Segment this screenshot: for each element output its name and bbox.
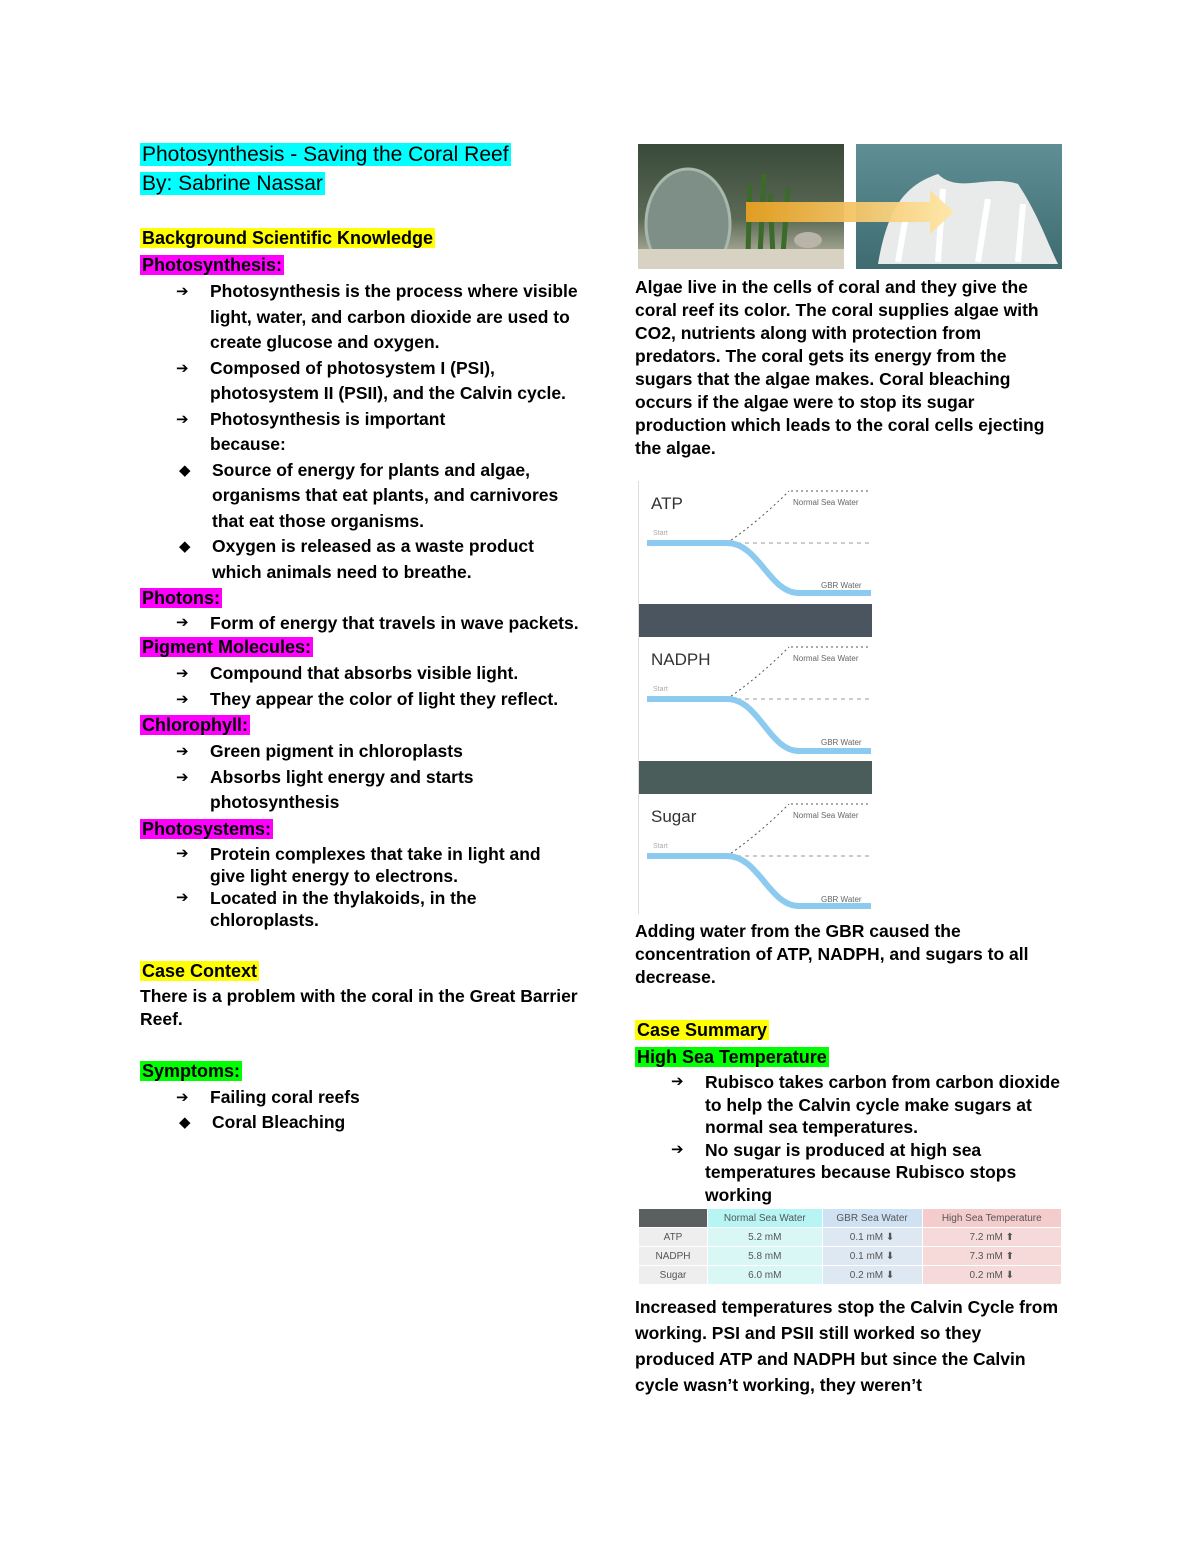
- table-row: [639, 1247, 1062, 1266]
- list-item: ➔ Compound that absorbs visible light.: [210, 661, 580, 687]
- table-row: [639, 1228, 1062, 1247]
- photosynthesis-list: [140, 279, 580, 458]
- sugar-title: Sugar: [651, 807, 697, 826]
- photosystems-label: Photosystems:: [142, 818, 272, 839]
- list-item: ◆ Source of energy for plants and algae, organisms that eat plants, and carnivores that eat those organisms.: [212, 458, 580, 535]
- list-item: ➔ Absorbs light energy and starts photosynthesis: [210, 765, 580, 816]
- nadph-title: NADPH: [651, 650, 711, 669]
- importance-sublist: [140, 458, 580, 586]
- final-paragraph: Increased temperatures stop the Calvin Cycle from working. PSI and PSII still worked so they produced ATP and NADPH but since the Calvin cycle wasn’t working, they weren’t: [635, 1297, 1059, 1395]
- symptoms-heading: Symptoms:: [142, 1060, 241, 1081]
- list-item: ➔ Failing coral reefs: [210, 1085, 580, 1111]
- table-corner: [639, 1209, 708, 1228]
- row-label: NADPH: [639, 1247, 708, 1266]
- normal-label: Normal Sea Water: [793, 498, 859, 507]
- coral-comparison-image: [638, 144, 1062, 269]
- table-cell: 0.1 mM ⬇: [822, 1247, 922, 1266]
- algae-paragraph: Algae live in the cells of coral and they give the coral reef its color. The coral supplies algae with CO2, nutrients along with protection from predators. The coral gets its energy from the sugars that the algae makes. Coral bleaching occurs if the algae were to stop its sugar production which leads to the coral cells ejecting the algae.: [635, 277, 1045, 458]
- photosynthesis-label: Photosynthesis:: [142, 255, 283, 275]
- data-table: [638, 1208, 1062, 1285]
- table-cell: 7.3 mM ⬆: [922, 1247, 1061, 1266]
- row-label: ATP: [639, 1228, 708, 1247]
- table-cell: 0.1 mM ⬇: [822, 1228, 922, 1247]
- list-item: ➔ Green pigment in chloroplasts: [210, 739, 580, 765]
- normal-label: Normal Sea Water: [793, 811, 859, 820]
- list-item: ➔ Photosynthesis is the process where visible light, water, and carbon dioxide are used to create glucose and oxygen.: [210, 279, 580, 356]
- list-item: ➔ No sugar is produced at high sea temperatures because Rubisco stops working: [705, 1139, 1065, 1207]
- row-label: Sugar: [639, 1266, 708, 1285]
- symptoms-list: [140, 1085, 580, 1111]
- chlorophyll-list: [140, 739, 580, 816]
- pigment-label: Pigment Molecules:: [142, 637, 312, 657]
- table-row: [639, 1266, 1062, 1285]
- list-item: ➔ Composed of photosystem I (PSI), photosystem II (PSII), and the Calvin cycle.: [210, 356, 580, 407]
- table-header-high: High Sea Temperature: [922, 1209, 1061, 1228]
- divider-band: [639, 761, 872, 794]
- author-line: By: Sabrine Nassar: [142, 172, 323, 195]
- final-section: [635, 1294, 1065, 1398]
- table-header-normal: Normal Sea Water: [708, 1209, 823, 1228]
- concentration-graphs: [638, 481, 872, 914]
- left-column: [140, 140, 580, 1136]
- high-sea-temp-heading: High Sea Temperature: [637, 1047, 827, 1067]
- table-cell: 0.2 mM ⬇: [822, 1266, 922, 1285]
- table-cell: 6.0 mM: [708, 1266, 823, 1285]
- case-summary-list: [635, 1071, 1065, 1206]
- case-context-text: There is a problem with the coral in the Great Barrier Reef.: [140, 985, 578, 1029]
- page-title: Photosynthesis - Saving the Coral Reef: [142, 143, 509, 166]
- table-cell: 0.2 mM ⬇: [922, 1266, 1061, 1285]
- list-item: ➔ Located in the thylakoids, in the chloroplasts.: [210, 887, 580, 931]
- start-label: Start: [653, 686, 668, 693]
- background-heading: Background Scientific Knowledge: [142, 228, 434, 248]
- table-cell: 5.2 mM: [708, 1228, 823, 1247]
- start-label: Start: [653, 843, 668, 850]
- list-item: ➔ Protein complexes that take in light and give light energy to electrons.: [210, 843, 580, 887]
- case-summary-heading: Case Summary: [637, 1020, 768, 1040]
- list-item: ➔ Form of energy that travels in wave packets.: [210, 612, 580, 634]
- atp-title: ATP: [651, 494, 683, 513]
- gbr-label: GBR Water: [821, 581, 862, 590]
- photosystems-list: [140, 843, 580, 931]
- list-item: ➔ They appear the color of light they reflect.: [210, 687, 580, 713]
- chlorophyll-label: Chlorophyll:: [142, 715, 248, 735]
- graph-caption: Adding water from the GBR caused the concentration of ATP, NADPH, and sugars to all decrease.: [635, 921, 1029, 987]
- table-cell: 7.2 mM ⬆: [922, 1228, 1061, 1247]
- symptoms-sublist: [140, 1110, 580, 1136]
- table-header-row: [639, 1209, 1062, 1228]
- list-item: ➔ Rubisco takes carbon from carbon dioxide to help the Calvin cycle make sugars at normal sea temperatures.: [705, 1071, 1065, 1139]
- table-header-gbr: GBR Sea Water: [822, 1209, 922, 1228]
- normal-label: Normal Sea Water: [793, 654, 859, 663]
- list-item: ◆ Coral Bleaching: [212, 1110, 580, 1136]
- case-context-heading: Case Context: [142, 960, 258, 981]
- coral-illustration: [638, 144, 1062, 269]
- start-label: Start: [653, 530, 668, 537]
- concentration-table: [638, 1208, 1062, 1286]
- pigment-list: [140, 661, 580, 712]
- right-column-lower: [635, 920, 1065, 1206]
- right-column: [635, 276, 1065, 460]
- list-item: ➔ Photosynthesis is important because:: [210, 407, 580, 458]
- list-item: ◆ Oxygen is released as a waste product which animals need to breathe.: [212, 534, 580, 585]
- divider-band: [639, 604, 872, 637]
- graphs-svg: [639, 481, 872, 914]
- gbr-label: GBR Water: [821, 738, 862, 747]
- gbr-label: GBR Water: [821, 895, 862, 904]
- photons-label: Photons:: [142, 588, 220, 608]
- table-cell: 5.8 mM: [708, 1247, 823, 1266]
- photons-list: [140, 612, 580, 634]
